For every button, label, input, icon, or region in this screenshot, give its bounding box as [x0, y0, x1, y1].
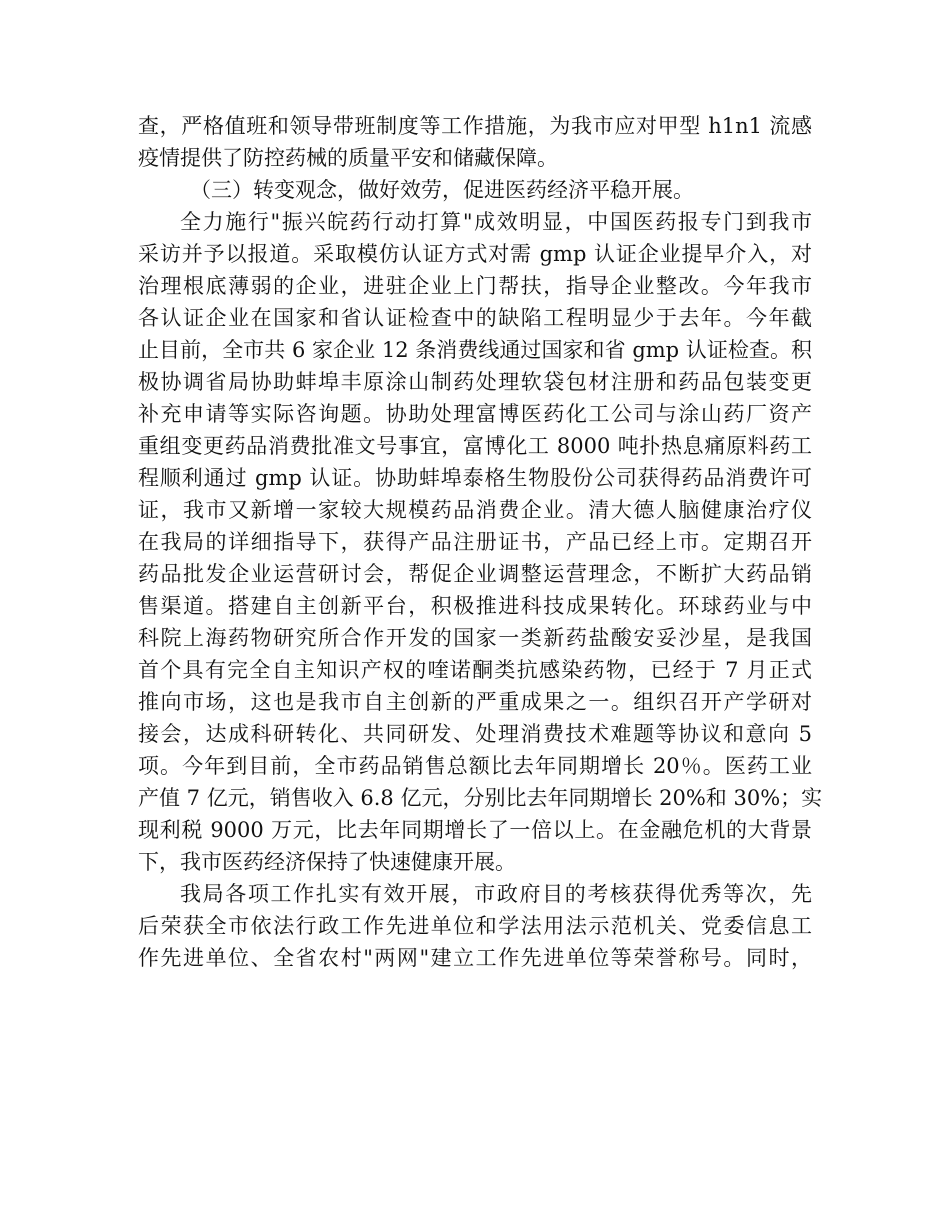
text-line: 采访并予以报道。采取模仿认证方式对需 gmp 认证企业提早介入，对 [138, 242, 812, 266]
text-line: 首个具有完全自主知识产权的喹诺酮类抗感染药物，已经于 7 月正式 [138, 658, 812, 682]
text-line: 全力施行"振兴皖药行动打算"成效明显，中国医药报专门到我市 [180, 210, 812, 234]
text-line: 产值 7 亿元，销售收入 6.8 亿元，分别比去年同期增长 20%和 30%；实 [138, 786, 823, 810]
text-line: 作先进单位、全省农村"两网"建立工作先进单位等荣誉称号。同时， [138, 946, 812, 970]
text-line: 我局各项工作扎实有效开展，市政府目的考核获得优秀等次，先 [180, 882, 812, 906]
text-line: 各认证企业在国家和省认证检查中的缺陷工程明显少于去年。今年截 [138, 306, 812, 330]
text-line: 极协调省局协助蚌埠丰原涂山制药处理软袋包材注册和药品包装变更 [138, 370, 812, 394]
text-line: 疫情提供了防控药械的质量平安和储藏保障。 [138, 146, 558, 170]
text-line: 药品批发企业运营研讨会，帮促企业调整运营理念，不断扩大药品销 [138, 562, 812, 586]
paragraph-p4 [138, 878, 812, 974]
text-line: 现利税 9000 万元，比去年同期增长了一倍以上。在金融危机的大背景 [138, 818, 812, 842]
document-body [138, 110, 823, 974]
paragraph-p3 [138, 206, 823, 878]
text-line: 后荣获全市依法行政工作先进单位和学法用法示范机关、党委信息工 [138, 914, 812, 938]
text-line: 补充申请等实际咨询题。协助处理富博医药化工公司与涂山药厂资产 [138, 402, 812, 426]
text-line: 售渠道。搭建自主创新平台，积极推进科技成果转化。环球药业与中 [138, 594, 812, 618]
text-line: 程顺利通过 gmp 认证。协助蚌埠泰格生物股份公司获得药品消费许可 [138, 466, 812, 490]
paragraph-p2 [138, 174, 812, 206]
text-line: 止目前，全市共 6 家企业 12 条消费线通过国家和省 gmp 认证检查。积 [138, 338, 812, 362]
text-line: 在我局的详细指导下，获得产品注册证书，产品已经上市。定期召开 [138, 530, 812, 554]
text-line: 查，严格值班和领导带班制度等工作措施，为我市应对甲型 h1n1 流感 [138, 114, 812, 138]
text-line: 科院上海药物研究所合作开发的国家一类新药盐酸安妥沙星，是我国 [138, 626, 812, 650]
text-line: 重组变更药品消费批准文号事宜，富博化工 8000 吨扑热息痛原料药工 [138, 434, 812, 458]
text-line: 推向市场，这也是我市自主创新的严重成果之一。组织召开产学研对 [138, 690, 812, 714]
text-line: （三）转变观念，做好效劳，促进医药经济平稳开展。 [190, 178, 694, 202]
paragraph-p1 [138, 110, 812, 174]
text-line: 证，我市又新增一家较大规模药品消费企业。清大德人脑健康治疗仪 [138, 498, 812, 522]
text-line: 治理根底薄弱的企业，进驻企业上门帮扶，指导企业整改。今年我市 [138, 274, 812, 298]
text-line: 接会，达成科研转化、共同研发、处理消费技术难题等协议和意向 5 [138, 722, 812, 746]
text-line: 下，我市医药经济保持了快速健康开展。 [138, 850, 516, 874]
text-line: 项。今年到目前，全市药品销售总额比去年同期增长 20％。医药工业 [138, 754, 812, 778]
